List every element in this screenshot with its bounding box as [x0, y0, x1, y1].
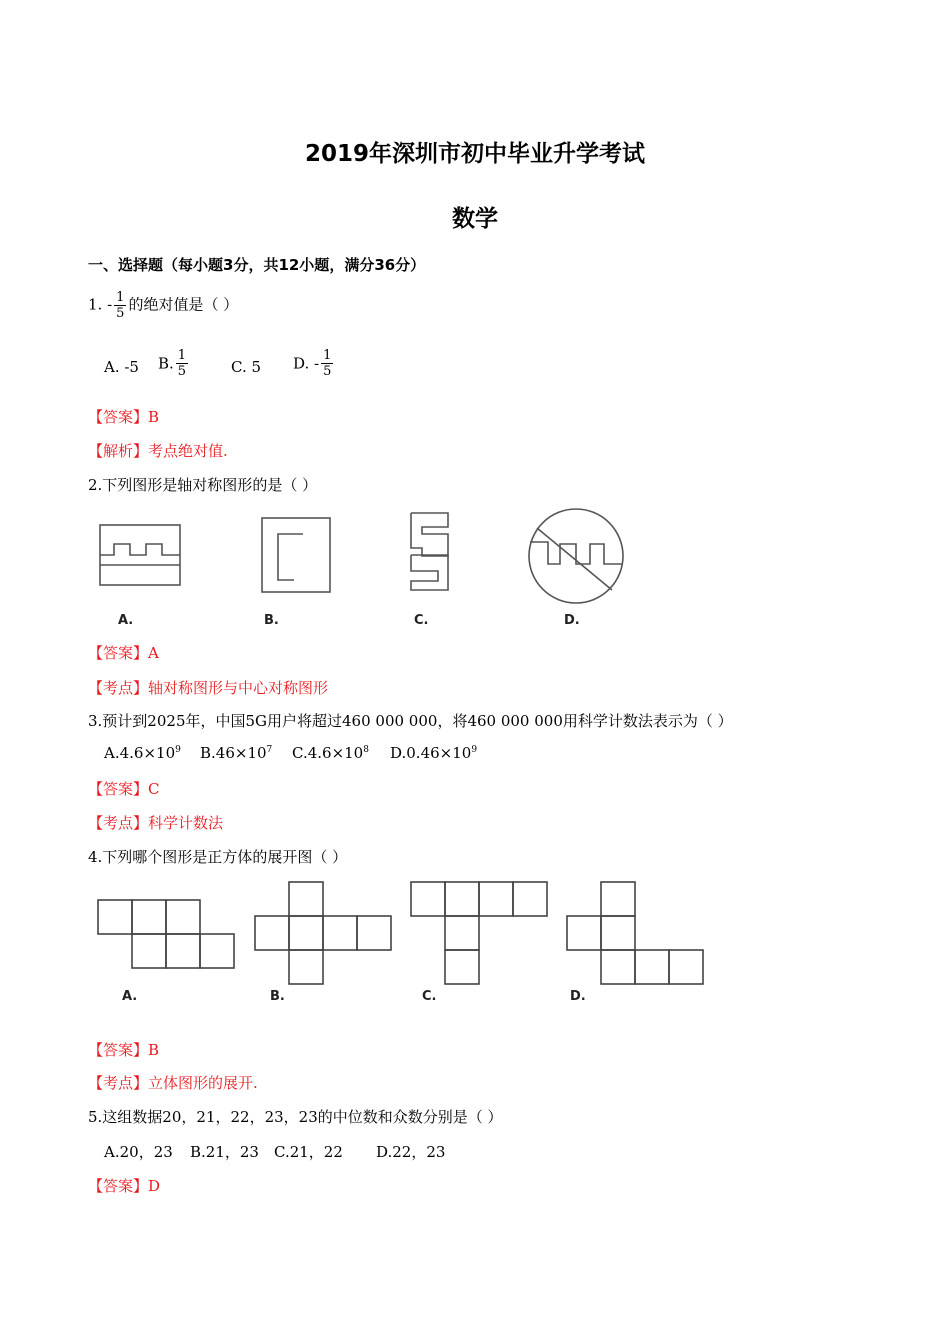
question-1	[88, 290, 238, 321]
fraction-denominator: 5	[177, 364, 187, 379]
q3-option-b-base: B.46×10	[200, 744, 267, 762]
q3-topic: 【考点】科学计数法	[88, 814, 224, 832]
q3-option-c-exponent: 8	[363, 745, 369, 755]
question-1-prefix: 1. -	[88, 295, 113, 314]
question-1-suffix: 的绝对值是（ ）	[128, 295, 239, 314]
fraction-numerator: 1	[177, 348, 187, 363]
q4-figure-b	[255, 882, 391, 984]
q3-option-c-base: C.4.6×10	[292, 744, 364, 762]
q2-label-b: B.	[264, 613, 279, 628]
q5-option-a: A.20，23	[104, 1143, 173, 1161]
q5-option-b: B.21，23	[190, 1143, 259, 1161]
q3-answer: 【答案】C	[88, 780, 160, 798]
q4-label-d: D.	[570, 989, 586, 1004]
q1-option-a: A. -5	[104, 358, 139, 376]
q5-answer: 【答案】D	[88, 1177, 161, 1195]
q1-analysis: 【解析】考点绝对值.	[88, 442, 228, 460]
q4-answer: 【答案】B	[88, 1041, 160, 1059]
q1-option-d-fraction	[321, 348, 333, 379]
q4-figure-a	[98, 900, 234, 968]
q1-answer: 【答案】B	[88, 408, 160, 426]
page-title: 2019年深圳市初中毕业升学考试	[304, 141, 645, 167]
q1-option-b-fraction	[176, 348, 188, 379]
q3-option-a-base: A.4.6×10	[104, 744, 176, 762]
q2-label-d: D.	[564, 613, 580, 628]
section-heading: 一、选择题（每小题3分，共12小题，满分36分）	[88, 256, 426, 274]
q2-label-a: A.	[118, 613, 134, 628]
q1-option-b	[158, 348, 190, 379]
q3-option-d	[390, 744, 477, 762]
fraction-numerator: 1	[116, 290, 125, 305]
q1-option-d	[293, 348, 335, 379]
q2-label-c: C.	[414, 613, 429, 628]
q5-option-c: C.21，22	[274, 1143, 343, 1161]
q4-label-b: B.	[270, 989, 285, 1004]
question-1-fraction	[114, 290, 126, 321]
q4-label-c: C.	[422, 989, 437, 1004]
q2-figure-a	[100, 525, 180, 585]
q4-figure-d	[567, 882, 703, 984]
question-2: 2.下列图形是轴对称图形的是（ ）	[88, 476, 318, 494]
q1-option-d-label: D. -	[293, 354, 320, 373]
q2-figure-d	[529, 509, 623, 603]
q3-option-a-exponent: 9	[175, 745, 181, 755]
q2-figure-b	[262, 518, 330, 592]
q3-option-d-base: D.0.46×10	[390, 744, 472, 762]
q5-option-d: D.22，23	[376, 1143, 446, 1161]
question-5: 5.这组数据20，21，22，23，23的中位数和众数分别是（ ）	[88, 1108, 503, 1126]
fraction-numerator: 1	[323, 348, 332, 363]
q3-option-b	[200, 744, 272, 762]
q2-figures	[90, 508, 650, 633]
q1-option-b-label: B.	[158, 354, 174, 373]
question-3: 3.预计到2025年，中国5G用户将超过460 000 000，将460 000 000用科学计数法表示为（ ）	[88, 712, 733, 730]
q3-option-a	[104, 744, 181, 762]
q3-option-d-exponent: 9	[471, 745, 478, 755]
q4-topic: 【考点】立体图形的展开.	[88, 1074, 258, 1092]
q2-answer: 【答案】A	[88, 644, 159, 662]
q3-option-b-exponent: 7	[266, 745, 273, 755]
fraction-denominator: 5	[116, 306, 125, 321]
q1-option-c: C. 5	[231, 358, 262, 376]
q4-label-a: A.	[122, 989, 138, 1004]
q2-topic: 【考点】轴对称图形与中心对称图形	[88, 679, 329, 697]
question-4: 4.下列哪个图形是正方体的展开图（ ）	[88, 848, 348, 866]
fraction-denominator: 5	[323, 364, 332, 379]
q4-figure-c	[411, 882, 547, 984]
q2-figure-c	[411, 513, 448, 590]
q4-figures	[90, 876, 720, 1006]
page-subtitle: 数学	[452, 206, 498, 232]
q3-option-c	[292, 744, 369, 762]
